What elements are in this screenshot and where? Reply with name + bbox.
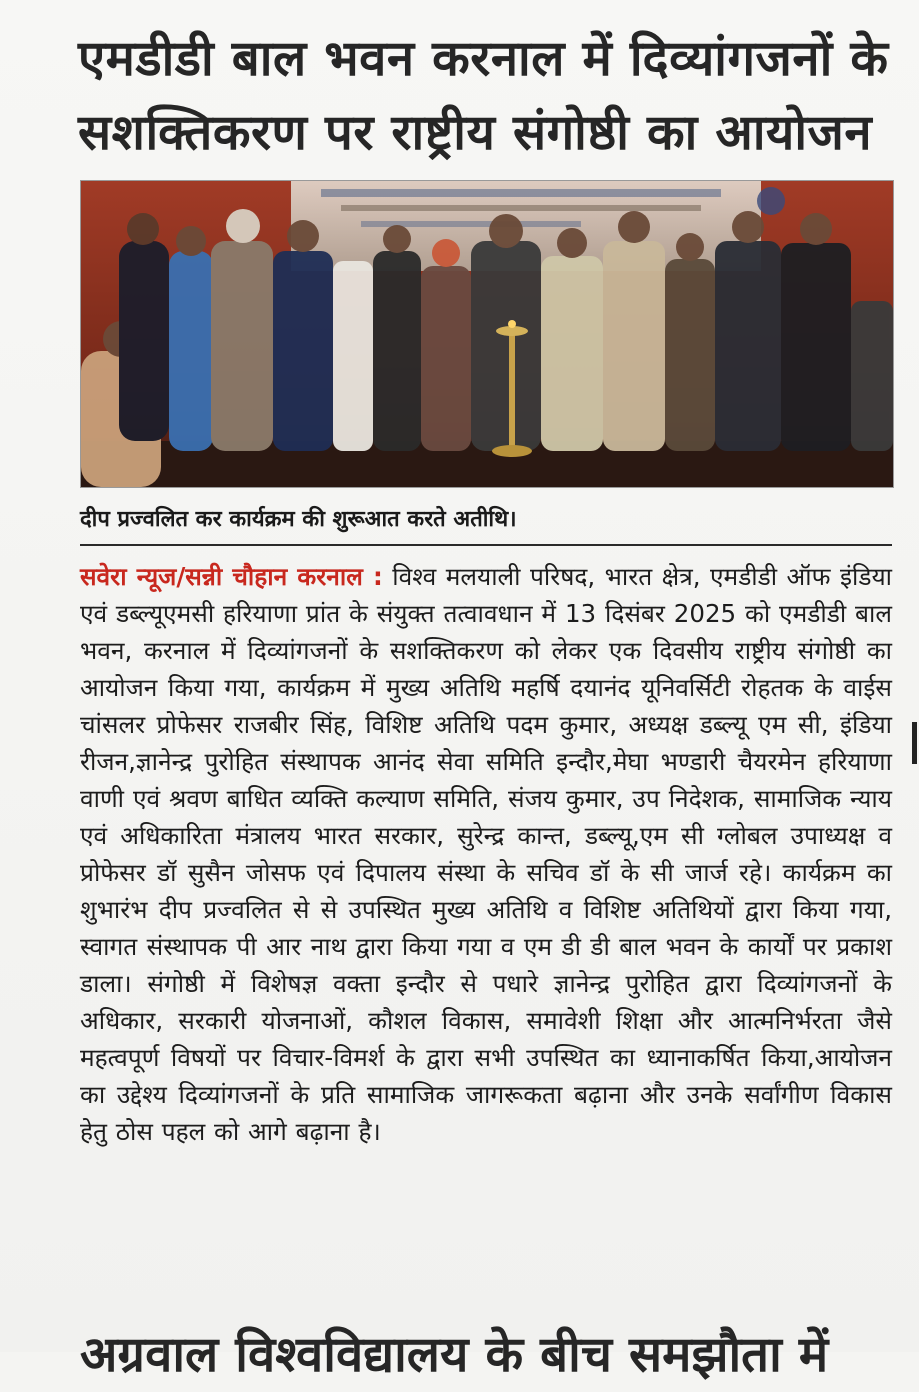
article-body — [80, 558, 892, 1150]
photo-caption: दीप प्रज्वलित कर कार्यक्रम की शुरूआत करते अतीथि। — [80, 507, 517, 532]
event-photo — [80, 180, 894, 488]
article-byline: सवेरा न्यूज/सन्नी चौहान करनाल : — [80, 562, 383, 591]
article-headline: एमडीडी बाल भवन करनाल में दिव्यांगजनों के सशक्तिकरण पर राष्ट्रीय संगोष्ठी का आयोजन — [78, 30, 889, 161]
article-body-text: विश्व मलयाली परिषद, भारत क्षेत्र, एमडीडी ऑफ इंडिया एवं डब्ल्यूएमसी हरियाणा प्रांत के संयुक्त तत्वावधान में 13 दिसंबर 2025 को एमडीडी बाल भवन, करनाल में दिव्यांगजनों के सशक्तिकरण को लेकर एक दिवसीय राष्ट्रीय संगोष्ठी का आयोजन किया गया, कार्यक्रम में मुख्य अतिथि महर्षि दयानंद यूनिवर्सिटी रोहतक के वाईस चांसलर प्रोफेसर राजबीर सिंह, विशिष्ट अतिथि पदम कुमार, अध्यक्ष डब्ल्यू एम सी, इंडिया रीजन,ज्ञानेन्द्र पुरोहित संस्थापक आनंद सेवा समिति इन्दौर,मेघा भण्डारी चैयरमेन हरियाणा वाणी एवं श्रवण बाधित व्यक्ति कल्याण समिति, संजय कुमार, उप निदेशक, सामाजिक न्याय एवं अधिकारिता मंत्रालय भारत सरकार, सुरेन्द्र कान्त, डब्ल्यू,एम सी ग्लोबल उपाध्यक्ष व प्रोफेसर डॉ सुसैन जोसफ एवं दिपालय संस्था के सचिव डॉ के सी जार्ज रहे। कार्यक्रम का शुभारंभ दीप प्रज्वलित से से उपस्थित मुख्य अतिथि व विशिष्ट अतिथियों द्वारा किया गया, स्वागत संस्थापक पी आर नाथ द्वारा किया गया व एम डी डी बाल भवन के कार्यों पर प्रकाश डाला। संगोष्ठी में विशेषज्ञ वक्ता इन्दौर से पधारे ज्ञानेन्द्र पुरोहित द्वारा दिव्यांगजनों के अधिकार, सरकारी योजनाओं, कौशल विकास, समावेशी शिक्षा और आत्मनिर्भरता जैसे महत्वपूर्ण विषयों पर विचार-विमर्श के द्वारा सभी उपस्थित का ध्यानाकर्षित किया,आयोजन का उद्देश्य दिव्यांगजनों के प्रति सामाजिक जागरूकता बढ़ाना और उनके सर्वांगीण विकास हेतु ठोस पहल को आगे बढ़ाना है। — [80, 562, 892, 1146]
next-article-headline-text: अग्रवाल विश्वविद्यालय के बीच समझौता में — [80, 1326, 829, 1383]
lamp-lighting-group-photo — [81, 181, 893, 487]
next-article-headline — [80, 1318, 892, 1383]
column-edge-mark — [912, 722, 917, 764]
caption-divider — [80, 544, 892, 546]
